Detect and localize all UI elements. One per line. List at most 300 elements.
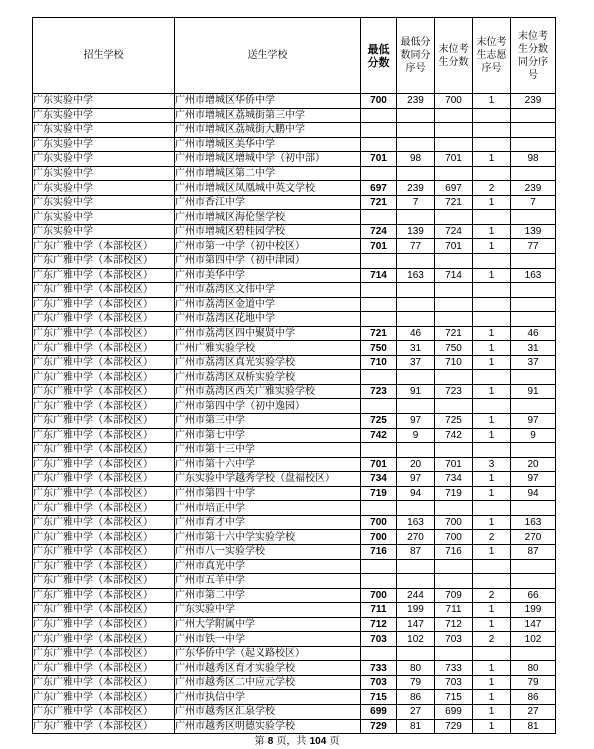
cell-last-score-rank: [511, 399, 556, 414]
cell-last-score-rank: 102: [511, 632, 556, 647]
cell-min-score-rank: [397, 646, 435, 661]
cell-enrolling-school: 广东广雅中学（本部校区）: [33, 530, 175, 545]
cell-enrolling-school: 广东广雅中学（本部校区）: [33, 443, 175, 458]
cell-sending-school: 广州市越秀区汇泉学校: [175, 704, 361, 719]
cell-enrolling-school: 广东广雅中学（本部校区）: [33, 704, 175, 719]
cell-min-score: 719: [361, 486, 397, 501]
cell-enrolling-school: 广东广雅中学（本部校区）: [33, 574, 175, 589]
cell-min-score-rank: 79: [397, 675, 435, 690]
cell-last-choice-no: 1: [473, 268, 511, 283]
cell-last-choice-no: [473, 443, 511, 458]
cell-last-choice-no: [473, 123, 511, 138]
cell-last-choice-no: [473, 108, 511, 123]
table-row: [33, 370, 556, 385]
cell-sending-school: 广州市荔湾区四中聚贤中学: [175, 326, 361, 341]
header-last-score-rank: 末位考生分数同分序号: [511, 18, 556, 94]
cell-last-score: [435, 399, 473, 414]
table-row: [33, 661, 556, 676]
cell-last-choice-no: [473, 559, 511, 574]
cell-min-score: 716: [361, 544, 397, 559]
cell-min-score-rank: 81: [397, 719, 435, 734]
table-row: [33, 588, 556, 603]
table-row: [33, 297, 556, 312]
cell-sending-school: 广州市增城区荔城街第三中学: [175, 108, 361, 123]
table-row: [33, 239, 556, 254]
cell-min-score: 729: [361, 719, 397, 734]
header-row: [33, 18, 556, 94]
cell-min-score-rank: 239: [397, 181, 435, 196]
table-row: [33, 704, 556, 719]
cell-last-choice-no: [473, 283, 511, 298]
table-row: [33, 603, 556, 618]
cell-last-score-rank: 9: [511, 428, 556, 443]
cell-sending-school: 广州市第七中学: [175, 428, 361, 443]
cell-min-score: 734: [361, 472, 397, 487]
cell-last-score: 715: [435, 690, 473, 705]
cell-last-score: 711: [435, 603, 473, 618]
cell-last-score-rank: 86: [511, 690, 556, 705]
cell-min-score: 721: [361, 195, 397, 210]
cell-min-score-rank: 163: [397, 268, 435, 283]
table-row: [33, 690, 556, 705]
cell-last-score: 716: [435, 544, 473, 559]
cell-enrolling-school: 广东广雅中学（本部校区）: [33, 254, 175, 269]
cell-last-choice-no: 2: [473, 588, 511, 603]
cell-last-choice-no: 1: [473, 94, 511, 109]
table-row: [33, 646, 556, 661]
cell-last-choice-no: 2: [473, 181, 511, 196]
table-row: [33, 617, 556, 632]
cell-last-score-rank: 27: [511, 704, 556, 719]
cell-min-score: 712: [361, 617, 397, 632]
cell-enrolling-school: 广东实验中学: [33, 123, 175, 138]
table-row: [33, 632, 556, 647]
table-row: [33, 428, 556, 443]
cell-last-score-rank: 270: [511, 530, 556, 545]
cell-sending-school: 广州市荔湾区文伟中学: [175, 283, 361, 298]
cell-enrolling-school: 广东广雅中学（本部校区）: [33, 428, 175, 443]
cell-sending-school: 广州市荔湾区金道中学: [175, 297, 361, 312]
cell-sending-school: 广州市荔湾区花地中学: [175, 312, 361, 327]
cell-last-score-rank: 98: [511, 152, 556, 167]
cell-last-score-rank: 77: [511, 239, 556, 254]
cell-min-score-rank: [397, 501, 435, 516]
cell-last-score-rank: 199: [511, 603, 556, 618]
cell-enrolling-school: 广东广雅中学（本部校区）: [33, 297, 175, 312]
cell-last-score-rank: 7: [511, 195, 556, 210]
cell-last-score-rank: [511, 166, 556, 181]
cell-sending-school: 广州市增城区海伦堡学校: [175, 210, 361, 225]
cell-last-score-rank: [511, 312, 556, 327]
table-row: [33, 283, 556, 298]
table-row: [33, 414, 556, 429]
cell-enrolling-school: 广东广雅中学（本部校区）: [33, 414, 175, 429]
cell-last-score: [435, 370, 473, 385]
cell-min-score: 721: [361, 326, 397, 341]
table-row: [33, 384, 556, 399]
cell-last-score-rank: 163: [511, 268, 556, 283]
cell-enrolling-school: 广东广雅中学（本部校区）: [33, 312, 175, 327]
cell-last-score: [435, 646, 473, 661]
cell-sending-school: 广州市增城区荔城街大鹏中学: [175, 123, 361, 138]
cell-last-score: 703: [435, 675, 473, 690]
cell-last-choice-no: 1: [473, 661, 511, 676]
cell-last-score: 712: [435, 617, 473, 632]
cell-last-score-rank: [511, 123, 556, 138]
footer-page-number: 8: [267, 736, 274, 747]
cell-sending-school: 广州市第十三中学: [175, 443, 361, 458]
table-row: [33, 457, 556, 472]
cell-min-score-rank: 244: [397, 588, 435, 603]
table-row: [33, 210, 556, 225]
cell-sending-school: 广州市育才中学: [175, 515, 361, 530]
cell-last-score-rank: [511, 501, 556, 516]
cell-sending-school: 广州市荔湾区真光实验学校: [175, 355, 361, 370]
cell-last-score: 729: [435, 719, 473, 734]
cell-min-score: [361, 137, 397, 152]
cell-sending-school: 广州市第三中学: [175, 414, 361, 429]
cell-min-score-rank: 80: [397, 661, 435, 676]
cell-min-score: 703: [361, 675, 397, 690]
cell-min-score: 701: [361, 239, 397, 254]
cell-min-score: 700: [361, 530, 397, 545]
header-last-choice-no: 末位考生志愿序号: [473, 18, 511, 94]
cell-last-choice-no: 3: [473, 457, 511, 472]
cell-min-score: 700: [361, 588, 397, 603]
cell-last-choice-no: [473, 501, 511, 516]
table-row: [33, 399, 556, 414]
cell-min-score: 700: [361, 94, 397, 109]
cell-last-choice-no: [473, 574, 511, 589]
cell-enrolling-school: 广东实验中学: [33, 210, 175, 225]
cell-sending-school: 广州市执信中学: [175, 690, 361, 705]
cell-min-score: 703: [361, 632, 397, 647]
cell-min-score: 723: [361, 384, 397, 399]
cell-sending-school: 广州市第四中学（初中逸园）: [175, 399, 361, 414]
cell-sending-school: 广东实验中学: [175, 603, 361, 618]
cell-min-score-rank: [397, 137, 435, 152]
cell-last-score: 700: [435, 94, 473, 109]
cell-sending-school: 广州市五羊中学: [175, 574, 361, 589]
cell-min-score-rank: 77: [397, 239, 435, 254]
table-row: [33, 94, 556, 109]
cell-enrolling-school: 广东广雅中学（本部校区）: [33, 355, 175, 370]
cell-min-score: 724: [361, 224, 397, 239]
cell-last-score-rank: 87: [511, 544, 556, 559]
cell-sending-school: 广州市增城区第二中学: [175, 166, 361, 181]
cell-min-score-rank: 87: [397, 544, 435, 559]
cell-enrolling-school: 广东广雅中学（本部校区）: [33, 472, 175, 487]
cell-last-score: 703: [435, 632, 473, 647]
cell-last-choice-no: 1: [473, 384, 511, 399]
cell-min-score-rank: 37: [397, 355, 435, 370]
cell-last-score: 701: [435, 457, 473, 472]
cell-enrolling-school: 广东广雅中学（本部校区）: [33, 384, 175, 399]
table-row: [33, 312, 556, 327]
cell-min-score-rank: 9: [397, 428, 435, 443]
cell-min-score-rank: 102: [397, 632, 435, 647]
cell-last-choice-no: 1: [473, 355, 511, 370]
cell-min-score: [361, 574, 397, 589]
cell-min-score: [361, 370, 397, 385]
cell-sending-school: 广州市越秀区育才实验学校: [175, 661, 361, 676]
cell-last-score-rank: 79: [511, 675, 556, 690]
cell-min-score: 742: [361, 428, 397, 443]
cell-last-score: [435, 108, 473, 123]
cell-last-score: 700: [435, 530, 473, 545]
cell-last-choice-no: 1: [473, 414, 511, 429]
cell-last-score-rank: 97: [511, 414, 556, 429]
cell-sending-school: 广东实验中学越秀学校（盘福校区）: [175, 472, 361, 487]
cell-sending-school: 广州市第十六中学: [175, 457, 361, 472]
cell-enrolling-school: 广东广雅中学（本部校区）: [33, 603, 175, 618]
footer-pre: 第: [254, 736, 265, 747]
table-row: [33, 181, 556, 196]
cell-last-choice-no: [473, 297, 511, 312]
cell-last-score-rank: [511, 443, 556, 458]
cell-sending-school: 广州市真光中学: [175, 559, 361, 574]
cell-last-score: 710: [435, 355, 473, 370]
cell-min-score-rank: [397, 166, 435, 181]
cell-min-score-rank: [397, 297, 435, 312]
cell-enrolling-school: 广东广雅中学（本部校区）: [33, 661, 175, 676]
cell-last-score-rank: 20: [511, 457, 556, 472]
cell-last-score-rank: [511, 370, 556, 385]
table-row: [33, 108, 556, 123]
cell-enrolling-school: 广东广雅中学（本部校区）: [33, 690, 175, 705]
cell-enrolling-school: 广东广雅中学（本部校区）: [33, 544, 175, 559]
table-row: [33, 574, 556, 589]
cell-enrolling-school: 广东广雅中学（本部校区）: [33, 370, 175, 385]
cell-enrolling-school: 广东实验中学: [33, 137, 175, 152]
cell-last-score: [435, 137, 473, 152]
table-row: [33, 472, 556, 487]
cell-last-score: 725: [435, 414, 473, 429]
header-min-score: 最低分数: [361, 18, 397, 94]
cell-last-choice-no: [473, 399, 511, 414]
cell-last-score-rank: 46: [511, 326, 556, 341]
cell-min-score: 714: [361, 268, 397, 283]
table-row: [33, 341, 556, 356]
cell-last-choice-no: [473, 254, 511, 269]
cell-min-score-rank: 97: [397, 472, 435, 487]
cell-min-score: [361, 166, 397, 181]
cell-min-score-rank: 163: [397, 515, 435, 530]
footer-mid: 页，共: [276, 736, 307, 747]
cell-last-score-rank: 97: [511, 472, 556, 487]
cell-last-score-rank: [511, 297, 556, 312]
cell-last-choice-no: 1: [473, 472, 511, 487]
cell-min-score-rank: 91: [397, 384, 435, 399]
cell-sending-school: 广州市培正中学: [175, 501, 361, 516]
cell-min-score: 715: [361, 690, 397, 705]
cell-min-score-rank: [397, 123, 435, 138]
cell-enrolling-school: 广东实验中学: [33, 94, 175, 109]
table-row: [33, 501, 556, 516]
cell-min-score-rank: 147: [397, 617, 435, 632]
cell-min-score-rank: [397, 210, 435, 225]
cell-min-score-rank: 7: [397, 195, 435, 210]
cell-last-score-rank: 66: [511, 588, 556, 603]
cell-min-score-rank: [397, 312, 435, 327]
cell-last-score-rank: 37: [511, 355, 556, 370]
cell-last-score: 724: [435, 224, 473, 239]
cell-min-score: [361, 559, 397, 574]
table-row: [33, 137, 556, 152]
cell-last-choice-no: 1: [473, 690, 511, 705]
cell-last-score: 714: [435, 268, 473, 283]
cell-last-score-rank: 80: [511, 661, 556, 676]
cell-min-score-rank: 94: [397, 486, 435, 501]
cell-min-score: [361, 210, 397, 225]
cell-last-choice-no: 1: [473, 544, 511, 559]
cell-last-score: 721: [435, 195, 473, 210]
cell-last-score-rank: [511, 254, 556, 269]
cell-enrolling-school: 广东广雅中学（本部校区）: [33, 341, 175, 356]
cell-last-score: [435, 559, 473, 574]
cell-enrolling-school: 广东实验中学: [33, 108, 175, 123]
cell-min-score-rank: 20: [397, 457, 435, 472]
cell-sending-school: 广州市增城区碧桂园学校: [175, 224, 361, 239]
table-row: [33, 544, 556, 559]
cell-min-score-rank: [397, 283, 435, 298]
cell-enrolling-school: 广东实验中学: [33, 166, 175, 181]
cell-min-score-rank: 98: [397, 152, 435, 167]
cell-last-choice-no: 1: [473, 515, 511, 530]
cell-min-score: [361, 501, 397, 516]
cell-sending-school: 广州市铁一中学: [175, 632, 361, 647]
cell-last-score-rank: 163: [511, 515, 556, 530]
cell-last-choice-no: 1: [473, 239, 511, 254]
cell-enrolling-school: 广东广雅中学（本部校区）: [33, 268, 175, 283]
cell-min-score: [361, 443, 397, 458]
cell-min-score-rank: 239: [397, 94, 435, 109]
cell-last-choice-no: 1: [473, 719, 511, 734]
cell-last-score: [435, 312, 473, 327]
cell-last-score: 701: [435, 239, 473, 254]
cell-min-score: [361, 297, 397, 312]
cell-min-score: [361, 123, 397, 138]
cell-sending-school: 广州市香江中学: [175, 195, 361, 210]
table-row: [33, 166, 556, 181]
cell-min-score: [361, 399, 397, 414]
cell-sending-school: 广州市增城区增城中学（初中部）: [175, 152, 361, 167]
cell-last-score: 723: [435, 384, 473, 399]
cell-last-choice-no: 1: [473, 152, 511, 167]
cell-min-score-rank: 97: [397, 414, 435, 429]
table-row: [33, 268, 556, 283]
cell-sending-school: 广州市美华中学: [175, 268, 361, 283]
cell-sending-school: 广州市荔湾区双桥实验学校: [175, 370, 361, 385]
header-min-score-rank: 最低分数同分序号: [397, 18, 435, 94]
cell-min-score-rank: 46: [397, 326, 435, 341]
cell-sending-school: 广州市越秀区二中应元学校: [175, 675, 361, 690]
cell-last-choice-no: 1: [473, 428, 511, 443]
cell-sending-school: 广州市第一中学（初中校区）: [175, 239, 361, 254]
table-row: [33, 559, 556, 574]
cell-last-score-rank: [511, 137, 556, 152]
cell-min-score: [361, 108, 397, 123]
admission-table: [32, 17, 556, 734]
cell-last-score: 742: [435, 428, 473, 443]
cell-enrolling-school: 广东广雅中学（本部校区）: [33, 617, 175, 632]
cell-min-score: [361, 312, 397, 327]
table-row: [33, 152, 556, 167]
cell-last-score: [435, 574, 473, 589]
cell-min-score: 710: [361, 355, 397, 370]
cell-min-score-rank: 27: [397, 704, 435, 719]
cell-last-choice-no: 1: [473, 224, 511, 239]
cell-min-score-rank: [397, 108, 435, 123]
cell-enrolling-school: 广东实验中学: [33, 224, 175, 239]
cell-last-score: 733: [435, 661, 473, 676]
cell-last-choice-no: 2: [473, 632, 511, 647]
cell-last-choice-no: [473, 312, 511, 327]
cell-min-score-rank: 199: [397, 603, 435, 618]
cell-min-score: 701: [361, 152, 397, 167]
cell-min-score: 701: [361, 457, 397, 472]
cell-enrolling-school: 广东实验中学: [33, 181, 175, 196]
cell-last-score: [435, 166, 473, 181]
footer-post: 页: [329, 736, 340, 747]
cell-min-score: [361, 254, 397, 269]
table-row: [33, 224, 556, 239]
cell-enrolling-school: 广东广雅中学（本部校区）: [33, 719, 175, 734]
table-row: [33, 326, 556, 341]
table-row: [33, 530, 556, 545]
cell-enrolling-school: 广东广雅中学（本部校区）: [33, 646, 175, 661]
cell-last-score-rank: 94: [511, 486, 556, 501]
cell-min-score: 711: [361, 603, 397, 618]
cell-last-score: [435, 210, 473, 225]
cell-sending-school: 广州市第十六中学实验学校: [175, 530, 361, 545]
cell-last-score-rank: 31: [511, 341, 556, 356]
cell-enrolling-school: 广东广雅中学（本部校区）: [33, 399, 175, 414]
cell-sending-school: 广州广雅实验学校: [175, 341, 361, 356]
cell-enrolling-school: 广东实验中学: [33, 152, 175, 167]
cell-sending-school: 广州市越秀区明德实验学校: [175, 719, 361, 734]
cell-last-score: [435, 443, 473, 458]
cell-sending-school: 广州市第四十中学: [175, 486, 361, 501]
table-row: [33, 355, 556, 370]
cell-enrolling-school: 广东广雅中学（本部校区）: [33, 675, 175, 690]
cell-last-score-rank: [511, 559, 556, 574]
cell-last-choice-no: [473, 210, 511, 225]
cell-last-score: [435, 283, 473, 298]
cell-enrolling-school: 广东实验中学: [33, 195, 175, 210]
cell-last-score-rank: [511, 210, 556, 225]
header-sending-school: 送生学校: [175, 18, 361, 94]
table-row: [33, 675, 556, 690]
cell-sending-school: 广州市增城区美华中学: [175, 137, 361, 152]
cell-last-score-rank: 91: [511, 384, 556, 399]
cell-last-score: [435, 123, 473, 138]
cell-last-choice-no: 1: [473, 675, 511, 690]
cell-last-choice-no: 1: [473, 341, 511, 356]
cell-min-score: [361, 646, 397, 661]
cell-last-choice-no: 2: [473, 530, 511, 545]
cell-last-score-rank: [511, 646, 556, 661]
cell-min-score-rank: 86: [397, 690, 435, 705]
cell-enrolling-school: 广东广雅中学（本部校区）: [33, 588, 175, 603]
cell-last-score: [435, 254, 473, 269]
cell-min-score: 750: [361, 341, 397, 356]
cell-last-choice-no: 1: [473, 603, 511, 618]
cell-sending-school: 广州市增城区凤凰城中英文学校: [175, 181, 361, 196]
footer-page-total: 104: [309, 736, 327, 747]
cell-last-score-rank: [511, 283, 556, 298]
page-footer: [0, 732, 594, 747]
